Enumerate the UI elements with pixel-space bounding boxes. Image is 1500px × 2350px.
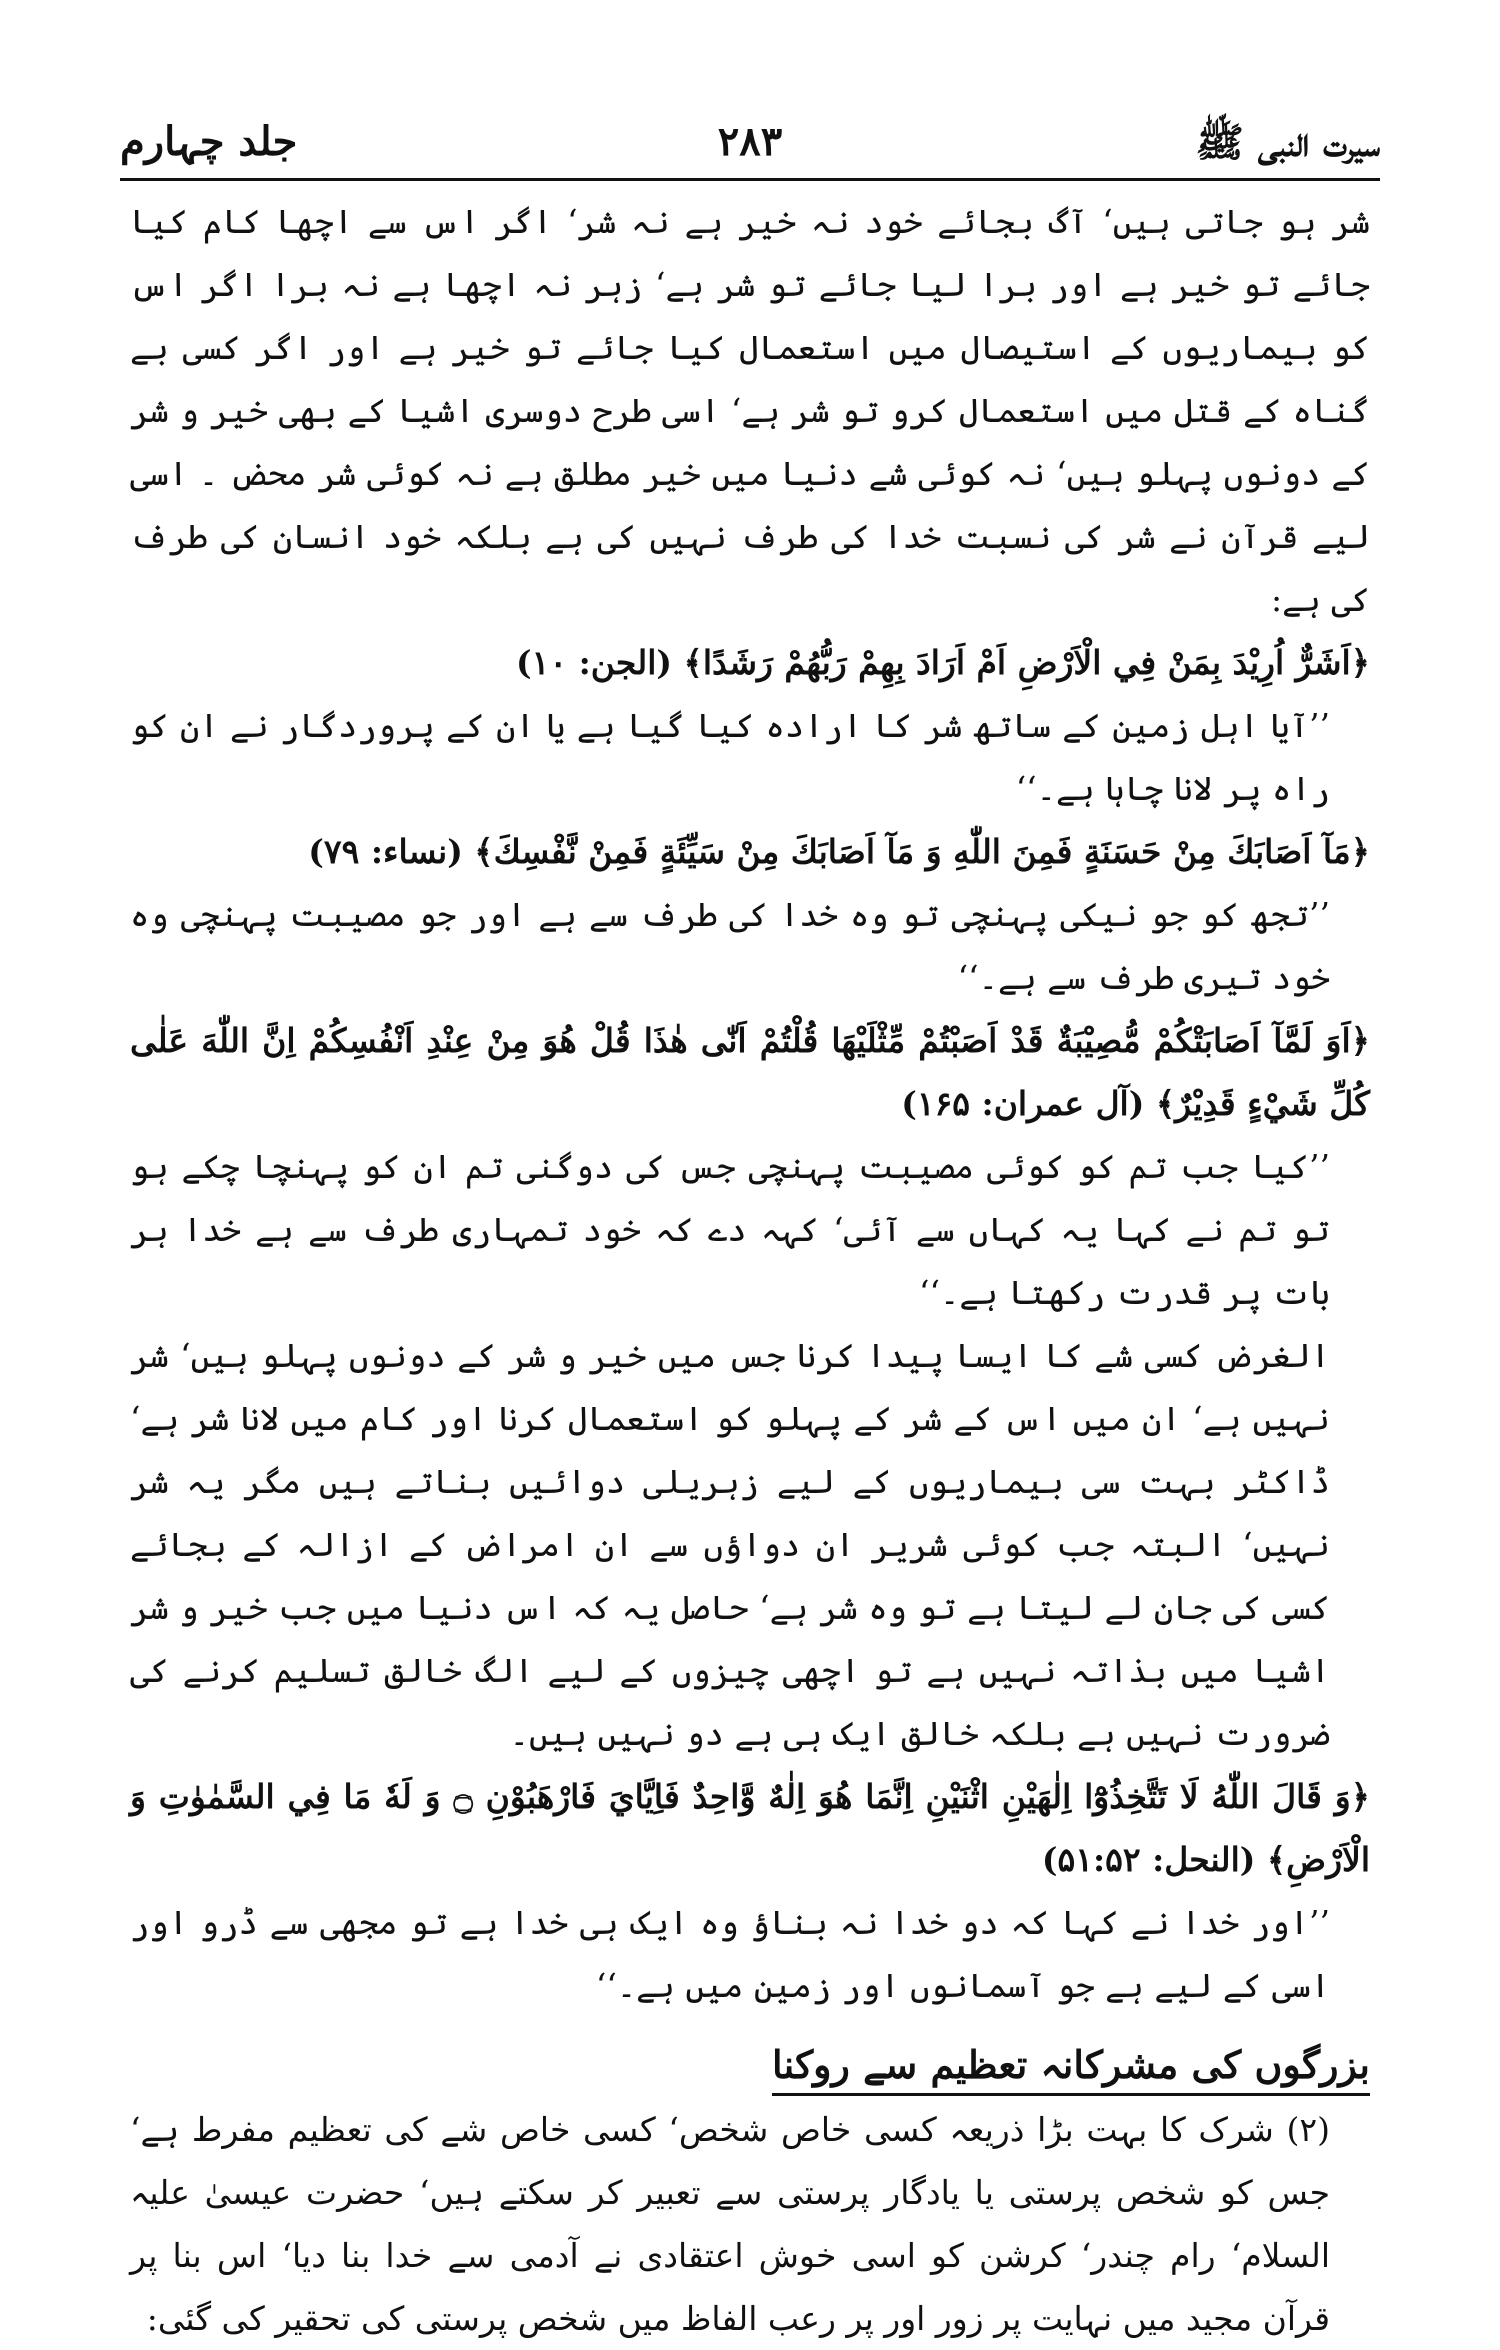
quran-verse: ﴿وَ قَالَ اللّٰهُ لَا تَتَّخِذُوْٓا اِلٰهَيْنِ اثْنَيْنِ اِنَّمَا هُوَ اِلٰهٌ وَّاحِدٌ فَاِيَّايَ فَارْهَبُوْنِ ۝ وَ لَهٗ مَا فِي السَّمٰوٰتِ وَ الْاَرْضِ﴾ (النحل: ۵۱:۵۲) — [130, 1777, 1370, 1879]
quran-verse: ﴿اَوَ لَمَّآ اَصَابَتْكُمْ مُّصِيْبَةٌ قَدْ اَصَبْتُمْ مِّثْلَيْهَا قُلْتُمْ اَنّٰى هٰذَا قُلْ هُوَ مِنْ عِنْدِ اَنْفُسِكُمْ اِنَّ اللّٰهَ عَلٰى كُلِّ شَيْءٍ قَدِيْرٌ﴾ (آل عمران: ۱۶۵) — [130, 1021, 1370, 1123]
paragraph: الغرض کسی شے کا ایسا پیدا کرنا جس میں خیر و شر کے دونوں پہلو ہیں‘ شر نہیں ہے‘ ان میں اس کے شر کے پہلو کو استعمال کرنا اور کام میں لانا شر ہے‘ ڈاکٹر بہت سی بیماریوں کے لیے زہریلی دوائیں بناتے ہیں مگر یہ شر نہیں‘ البتہ جب کوئی شریر ان دواؤں سے ان امراض کے ازالہ کے بجائے کسی کی جان لے لیتا ہے تو وہ شر ہے‘ حاصل یہ کہ اس دنیا میں جب خیر و شر اشیا میں بذاتہ نہیں ہے تو اچھی چیزوں کے لیے الگ خالق تسلیم کرنے کی ضرورت نہیں ہے بلکہ خالق ایک ہی ہے دو نہیں ہیں۔ — [130, 1336, 1330, 1753]
page-header — [120, 118, 1380, 178]
page-body — [130, 190, 1370, 2350]
header-rule — [120, 178, 1380, 181]
paragraph: شر ہو جاتی ہیں‘ آگ بجائے خود نہ خیر ہے نہ شر‘ اگر اس سے اچھا کام کیا جائے تو خیر ہے اور برا لیا جائے تو شر ہے‘ زہر نہ اچھا ہے نہ برا اگر اس کو بیماریوں کے استیصال میں استعمال کیا جائے تو خیر ہے اور اگر کسی بے گناہ کے قتل میں استعمال کرو تو شر ہے‘ اسی طرح دوسری اشیا کے بھی خیر و شر کے دونوں پہلو ہیں‘ نہ کوئی شے دنیا میں خیر مطلق ہے نہ کوئی شر محض ۔ اسی لیے قرآن نے شر کی نسبت خدا کی طرف نہیں کی ہے بلکہ خود انسان کی طرف کی ہے: — [130, 202, 1370, 619]
paragraph: (۲) شرک کا بہت بڑا ذریعہ کسی خاص شخص‘ کسی خاص شے کی تعظیم مفرط ہے‘ جس کو شخص پرستی یا یادگار پرستی سے تعبیر کر سکتے ہیں‘ حضرت عیسیٰ علیہ السلام‘ رام چندر‘ کرشن کو اسی خوش اعتقادی نے آدمی سے خدا بنا دیا‘ اس بنا پر قرآن مجید میں نہایت پر زور اور پر رعب الفاظ میں شخص پرستی کی تحقیر کی گئی: — [130, 2110, 1330, 2338]
volume-label: جلد چہارم — [120, 118, 298, 165]
page-number: ۲۸۳ — [717, 118, 783, 165]
translation: ’’اور خدا نے کہا کہ دو خدا نہ بناؤ وہ ایک ہی خدا ہے تو مجھی سے ڈرو اور اسی کے لیے ہے جو آسمانوں اور زمین میں ہے۔‘‘ — [130, 1903, 1330, 2005]
section-heading: بزرگوں کی مشرکانہ تعظیم سے روکنا — [772, 2037, 1370, 2096]
translation: ’’آیا اہل زمین کے ساتھ شر کا ارادہ کیا گیا ہے یا ان کے پروردگار نے ان کو راہ پر لانا چاہا ہے۔‘‘ — [130, 706, 1330, 808]
quran-verse: ﴿مَآ اَصَابَكَ مِنْ حَسَنَةٍ فَمِنَ اللّٰهِ وَ مَآ اَصَابَكَ مِنْ سَيِّئَةٍ فَمِنْ نَّفْسِكَ﴾ (نساء: ۷۹) — [308, 832, 1370, 871]
translation: ’’تجھ کو جو نیکی پہنچی تو وہ خدا کی طرف سے ہے اور جو مصیبت پہنچی وہ خود تیری طرف سے ہے۔‘‘ — [130, 895, 1330, 997]
translation: ’’کیا جب تم کو کوئی مصیبت پہنچی جس کی دوگنی تم ان کو پہنچا چکے ہو تو تم نے کہا یہ کہاں سے آئی‘ کہہ دے کہ خود تمہاری طرف سے ہے خدا ہر بات پر قدرت رکھتا ہے۔‘‘ — [130, 1147, 1330, 1312]
quran-verse: ﴿اَشَرٌّ اُرِيْدَ بِمَنْ فِي الْاَرْضِ اَمْ اَرَادَ بِهِمْ رَبُّهُمْ رَشَدًا﴾ (الجن: ۱۰) — [516, 643, 1370, 682]
book-title: سیرت النبی ﷺ — [1195, 119, 1380, 166]
